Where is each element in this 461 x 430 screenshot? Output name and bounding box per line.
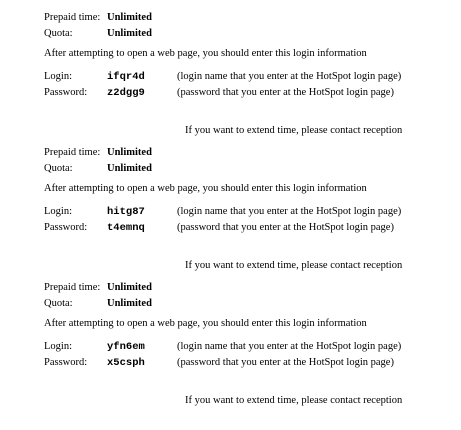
password-label: Password: — [44, 222, 88, 233]
login-value: ifqr4d — [107, 71, 145, 83]
quota-label: Quota: — [44, 163, 73, 174]
prepaid-time-value: Unlimited — [107, 147, 152, 158]
password-label: Password: — [44, 357, 88, 368]
quota-label: Quota: — [44, 298, 73, 309]
quota-value: Unlimited — [107, 163, 152, 174]
login-label: Login: — [44, 71, 72, 82]
prepaid-time-label: Prepaid time: — [44, 12, 101, 23]
login-note: (login name that you enter at the HotSpot login page) — [177, 206, 402, 217]
extend-time-note: If you want to extend time, please contact reception — [185, 125, 403, 136]
password-value: t4emnq — [107, 222, 145, 234]
login-value: hitg87 — [107, 206, 145, 218]
quota-value: Unlimited — [107, 28, 152, 39]
password-value: z2dgg9 — [107, 87, 145, 99]
extend-time-note: If you want to extend time, please contact reception — [185, 260, 403, 271]
login-value: yfn6em — [107, 341, 145, 353]
password-note: (password that you enter at the HotSpot login page) — [177, 357, 394, 368]
login-label: Login: — [44, 206, 72, 217]
password-label: Password: — [44, 87, 88, 98]
prepaid-time-value: Unlimited — [107, 12, 152, 23]
password-note: (password that you enter at the HotSpot login page) — [177, 87, 394, 98]
voucher-card — [0, 270, 461, 405]
login-note: (login name that you enter at the HotSpot login page) — [177, 71, 402, 82]
quota-value: Unlimited — [107, 298, 152, 309]
voucher-card — [0, 135, 461, 270]
password-value: x5csph — [107, 357, 145, 369]
voucher-card — [0, 0, 461, 135]
prepaid-time-value: Unlimited — [107, 282, 152, 293]
login-note: (login name that you enter at the HotSpot login page) — [177, 341, 402, 352]
quota-label: Quota: — [44, 28, 73, 39]
login-label: Login: — [44, 341, 72, 352]
login-instruction: After attempting to open a web page, you should enter this login information — [44, 48, 367, 59]
login-instruction: After attempting to open a web page, you should enter this login information — [44, 183, 367, 194]
prepaid-time-label: Prepaid time: — [44, 282, 101, 293]
extend-time-note: If you want to extend time, please contact reception — [185, 395, 403, 406]
prepaid-time-label: Prepaid time: — [44, 147, 101, 158]
login-instruction: After attempting to open a web page, you should enter this login information — [44, 318, 367, 329]
password-note: (password that you enter at the HotSpot login page) — [177, 222, 394, 233]
